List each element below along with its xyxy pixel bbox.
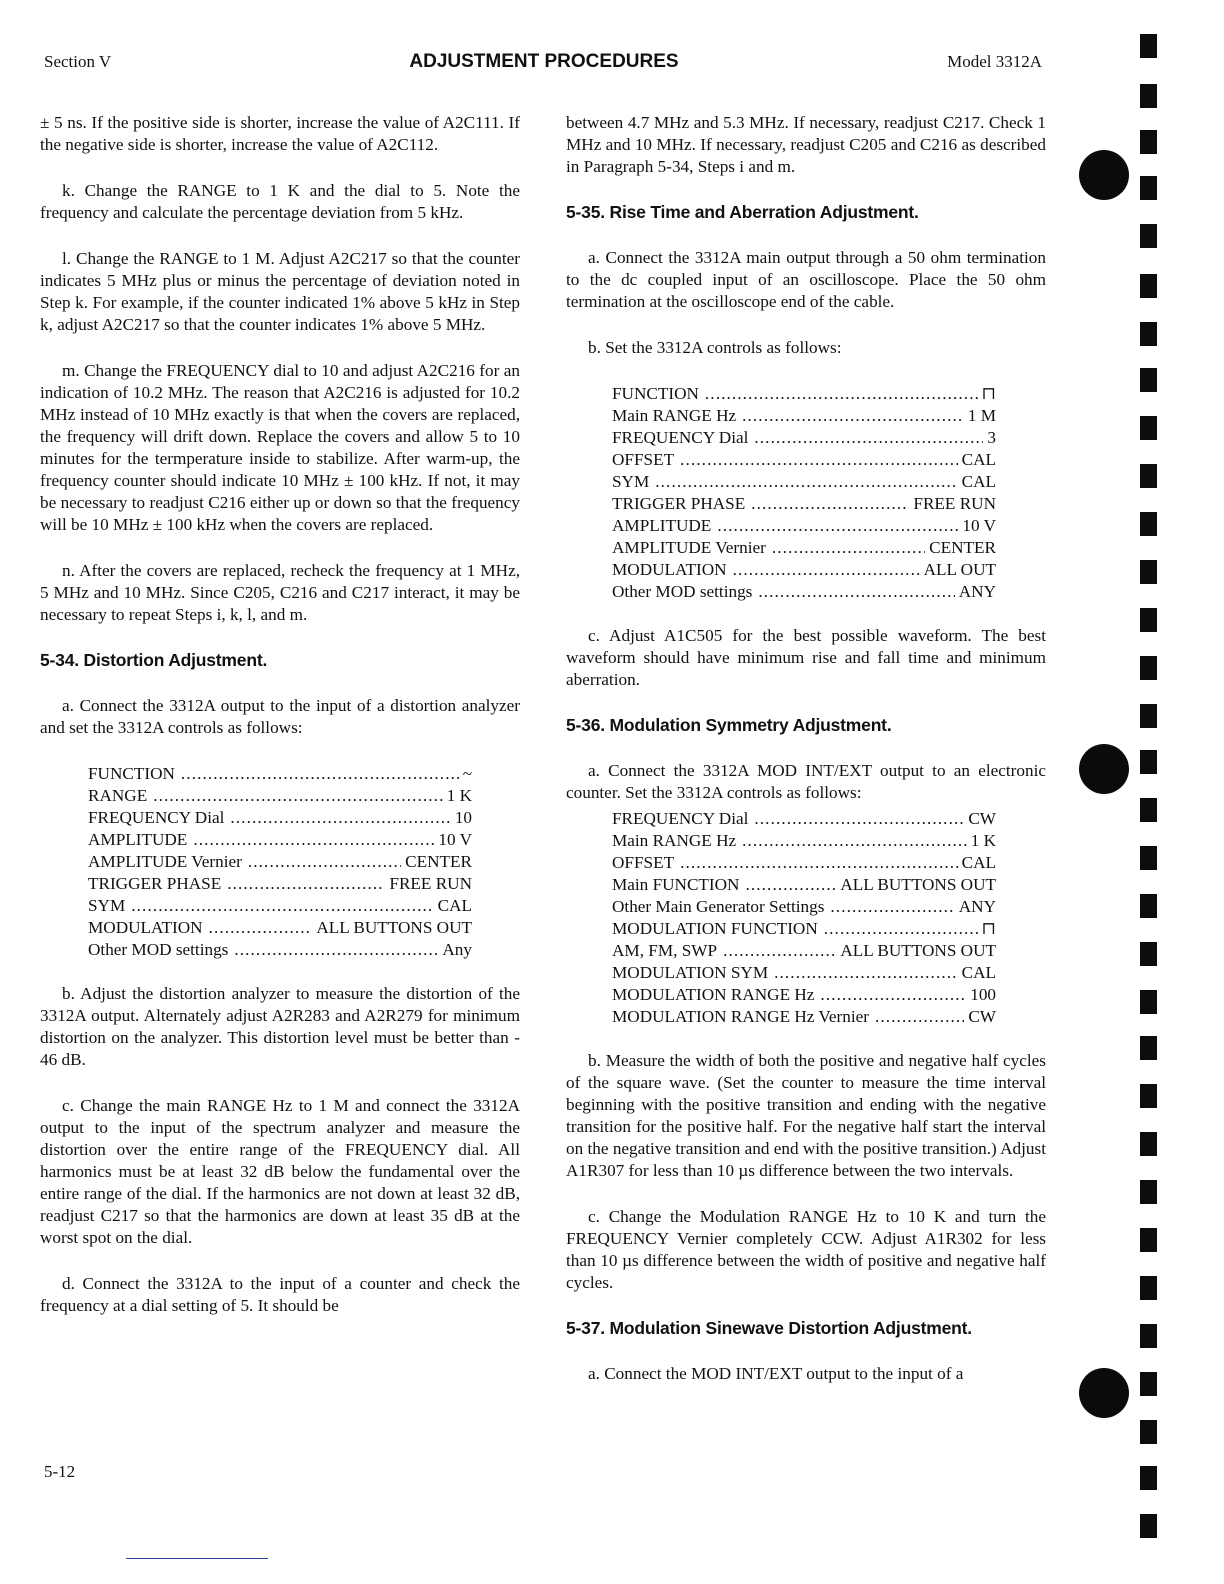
- binding-edge-marks: [1140, 0, 1160, 1584]
- bottom-rule: [126, 1558, 268, 1559]
- setting-label: AMPLITUDE: [88, 830, 188, 849]
- leader-dots: [752, 581, 954, 603]
- settings-row: [88, 939, 472, 961]
- settings-row: [612, 874, 996, 896]
- settings-row: [88, 873, 472, 895]
- setting-label: SYM: [612, 472, 650, 491]
- setting-value: FREE RUN: [913, 494, 996, 513]
- step-n: n. After the covers are replaced, recheck the frequency at 1 MHz, 5 MHz and 10 MHz. Since C205, C216 and C217 interact, it may be necessary to repeat Steps i, k, l, and m.: [40, 561, 520, 624]
- edge-mark: [1140, 464, 1157, 488]
- settings-row: [88, 785, 472, 807]
- leader-dots: [818, 918, 978, 940]
- settings-row: [612, 405, 996, 427]
- edge-mark: [1140, 750, 1157, 774]
- settings-row: [612, 559, 996, 581]
- step-l: l. Change the RANGE to 1 M. Adjust A2C217 so that the counter indicates 5 MHz plus or minus the percentage of deviation noted in Step k. For example, if the counter indicated 1% above 5 kHz in Step k, adjust A2C217 so that the counter indicates 1% above 5 MHz.: [40, 249, 520, 334]
- setting-label: Other MOD settings: [612, 582, 753, 601]
- edge-mark: [1140, 1180, 1157, 1204]
- setting-value: CAL: [961, 853, 996, 872]
- setting-label: FUNCTION: [612, 384, 699, 403]
- settings-row: [612, 962, 996, 984]
- setting-value: 1 K: [446, 786, 472, 805]
- leader-dots: [748, 427, 983, 449]
- settings-table-5-36: [612, 808, 996, 1028]
- edge-mark: [1140, 274, 1157, 298]
- edge-mark: [1140, 84, 1157, 108]
- edge-mark: [1140, 224, 1157, 248]
- settings-row: [88, 917, 472, 939]
- setting-label: SYM: [88, 896, 126, 915]
- edge-mark: [1140, 368, 1157, 392]
- edge-mark: [1140, 416, 1157, 440]
- left-column: [40, 112, 520, 1341]
- setting-value: FREE RUN: [389, 874, 472, 893]
- setting-value: 10 V: [438, 830, 472, 849]
- step-5-36-a: a. Connect the 3312A MOD INT/EXT output to an electronic counter. Set the 3312A controls as follows:: [566, 761, 1046, 802]
- setting-value: CAL: [961, 963, 996, 982]
- leader-dots: [221, 873, 385, 895]
- setting-value: CENTER: [929, 538, 996, 557]
- edge-mark: [1140, 704, 1157, 728]
- edge-mark: [1140, 1276, 1157, 1300]
- setting-label: AMPLITUDE Vernier: [88, 852, 242, 871]
- settings-row: [612, 537, 996, 559]
- setting-label: AM, FM, SWP: [612, 941, 718, 960]
- setting-value: 10 V: [962, 516, 996, 535]
- step-5-36-c: c. Change the Modulation RANGE Hz to 10 K and turn the FREQUENCY Vernier completely CCW. Adjust A1R302 for less than 10 µs difference between the width of positive and negative half cycles.: [566, 1207, 1046, 1292]
- settings-row: [612, 427, 996, 449]
- edge-mark: [1140, 1372, 1157, 1396]
- setting-label: FREQUENCY Dial: [612, 809, 749, 828]
- edge-mark: [1140, 894, 1157, 918]
- edge-mark: [1140, 560, 1157, 584]
- setting-label: TRIGGER PHASE: [88, 874, 222, 893]
- settings-row: [612, 984, 996, 1006]
- settings-table-5-34: [88, 763, 472, 961]
- edge-mark: [1140, 990, 1157, 1014]
- settings-row: [612, 1006, 996, 1028]
- leader-dots: [203, 917, 313, 939]
- settings-row: [612, 808, 996, 830]
- step-5-35-c: c. Adjust A1C505 for the best possible waveform. The best waveform should have minimum rise and fall time and minimum aberration.: [566, 626, 1046, 689]
- setting-label: TRIGGER PHASE: [612, 494, 746, 513]
- setting-value: ALL BUTTONS OUT: [840, 875, 996, 894]
- setting-value: ANY: [958, 897, 996, 916]
- setting-value: ~: [462, 764, 472, 783]
- leader-dots: [674, 852, 958, 874]
- edge-mark: [1140, 34, 1157, 58]
- heading-5-34: 5-34. Distortion Adjustment.: [40, 650, 268, 670]
- step-5-34-c: c. Change the main RANGE Hz to 1 M and connect the 3312A output to the input of the spectrum analyzer and measure the distortion over the entire range of the FREQUENCY dial. All harmonics must be at least 32 dB below the fundamental over the entire range of the dial. If the harmonics are not down at least 32 dB, readjust C217 so that the harmonics are down at least 35 dB at the worst spot on the dial.: [40, 1096, 520, 1247]
- settings-row: [612, 852, 996, 874]
- setting-value: CAL: [437, 896, 472, 915]
- right-column: [566, 112, 1046, 1409]
- step-k: k. Change the RANGE to 1 K and the dial to 5. Note the frequency and calculate the percentage deviation from 5 kHz.: [40, 181, 520, 222]
- setting-value: ALL BUTTONS OUT: [316, 918, 472, 937]
- setting-value: ANY: [958, 582, 996, 601]
- edge-mark: [1140, 1132, 1157, 1156]
- leader-dots: [649, 471, 957, 493]
- punch-hole: [1079, 1368, 1129, 1418]
- settings-row: [88, 763, 472, 785]
- setting-label: MODULATION RANGE Hz Vernier: [612, 1007, 869, 1026]
- settings-row: [612, 940, 996, 962]
- leader-dots: [711, 515, 958, 537]
- punch-hole: [1079, 744, 1129, 794]
- setting-label: FREQUENCY Dial: [88, 808, 225, 827]
- edge-mark: [1140, 176, 1157, 200]
- setting-value: ⊓: [981, 919, 996, 938]
- step-5-34-d: d. Connect the 3312A to the input of a counter and check the frequency at a dial setting of 5. It should be: [40, 1274, 520, 1315]
- settings-row: [612, 896, 996, 918]
- setting-label: Main RANGE Hz: [612, 406, 737, 425]
- leader-dots: [727, 559, 920, 581]
- setting-label: Main RANGE Hz: [612, 831, 737, 850]
- settings-row: [612, 918, 996, 940]
- setting-value: Any: [442, 940, 472, 959]
- setting-label: MODULATION RANGE Hz: [612, 985, 815, 1004]
- settings-row: [88, 895, 472, 917]
- settings-row: [612, 830, 996, 852]
- leader-dots: [736, 405, 964, 427]
- setting-label: MODULATION: [88, 918, 203, 937]
- edge-mark: [1140, 1324, 1157, 1348]
- setting-value: CENTER: [405, 852, 472, 871]
- setting-label: MODULATION: [612, 560, 727, 579]
- setting-value: CW: [968, 1007, 996, 1026]
- setting-value: ALL OUT: [923, 560, 996, 579]
- setting-value: 1 M: [967, 406, 996, 425]
- leader-dots: [745, 493, 909, 515]
- setting-label: FREQUENCY Dial: [612, 428, 749, 447]
- setting-value: 100: [970, 985, 996, 1004]
- setting-label: Other MOD settings: [88, 940, 229, 959]
- step-5-35-a: a. Connect the 3312A main output through a 50 ohm termination to the dc coupled input of an oscilloscope. Place the 50 ohm termination at the oscilloscope end of the cable.: [566, 248, 1046, 311]
- edge-mark: [1140, 942, 1157, 966]
- leader-dots: [869, 1006, 964, 1028]
- leader-dots: [242, 851, 401, 873]
- leader-dots: [699, 383, 978, 405]
- setting-label: Main FUNCTION: [612, 875, 740, 894]
- setting-label: Other Main Generator Settings: [612, 897, 825, 916]
- edge-mark: [1140, 798, 1157, 822]
- setting-label: OFFSET: [612, 450, 675, 469]
- leader-dots: [766, 537, 925, 559]
- heading-5-37: 5-37. Modulation Sinewave Distortion Adjustment.: [566, 1318, 972, 1338]
- leader-dots: [736, 830, 967, 852]
- step-5-36-b: b. Measure the width of both the positive and negative half cycles of the square wave. (Set the counter to measure the time interval beginning with the positive transition and ending with the negative transition for the positive half. For the negative half start the interval on the negative transition and end with the positive transition.) Adjust A1R307 for less than 10 µs difference between the two intervals.: [566, 1051, 1046, 1180]
- setting-value: CW: [968, 809, 996, 828]
- model-label: Model 3312A: [947, 52, 1042, 71]
- setting-label: AMPLITUDE: [612, 516, 712, 535]
- paragraph-continued: ± 5 ns. If the positive side is shorter, increase the value of A2C111. If the negative side is shorter, increase the value of A2C112.: [40, 113, 520, 154]
- leader-dots: [147, 785, 442, 807]
- leader-dots: [175, 763, 459, 785]
- leader-dots: [674, 449, 958, 471]
- edge-mark: [1140, 1420, 1157, 1444]
- edge-mark: [1140, 130, 1157, 154]
- heading-5-36: 5-36. Modulation Symmetry Adjustment.: [566, 715, 892, 735]
- leader-dots: [739, 874, 836, 896]
- edge-mark: [1140, 1228, 1157, 1252]
- setting-value: ALL BUTTONS OUT: [840, 941, 996, 960]
- settings-row: [612, 471, 996, 493]
- edge-mark: [1140, 1036, 1157, 1060]
- setting-label: FUNCTION: [88, 764, 175, 783]
- paragraph-continued-right: between 4.7 MHz and 5.3 MHz. If necessary, readjust C217. Check 1 MHz and 10 MHz. If necessary, readjust C205 and C216 as described in Paragraph 5-34, Steps i and m.: [566, 113, 1046, 176]
- setting-label: MODULATION SYM: [612, 963, 769, 982]
- setting-label: RANGE: [88, 786, 148, 805]
- step-5-37-a: a. Connect the MOD INT/EXT output to the input of a: [588, 1364, 964, 1383]
- leader-dots: [224, 807, 450, 829]
- setting-label: MODULATION FUNCTION: [612, 919, 818, 938]
- leader-dots: [748, 808, 964, 830]
- settings-row: [612, 383, 996, 405]
- settings-row: [612, 493, 996, 515]
- settings-row: [88, 807, 472, 829]
- leader-dots: [824, 896, 954, 918]
- section-label: Section V: [44, 52, 112, 71]
- setting-value: 1 K: [970, 831, 996, 850]
- edge-mark: [1140, 512, 1157, 536]
- setting-value: 10: [454, 808, 472, 827]
- setting-value: 3: [987, 428, 996, 447]
- page-title: ADJUSTMENT PROCEDURES: [409, 51, 679, 72]
- edge-mark: [1140, 608, 1157, 632]
- step-5-35-b: b. Set the 3312A controls as follows:: [588, 338, 842, 357]
- edge-mark: [1140, 656, 1157, 680]
- settings-row: [88, 851, 472, 873]
- step-5-34-a: a. Connect the 3312A output to the input of a distortion analyzer and set the 3312A controls as follows:: [40, 696, 520, 737]
- leader-dots: [768, 962, 958, 984]
- heading-5-35: 5-35. Rise Time and Aberration Adjustment.: [566, 202, 919, 222]
- settings-row: [612, 581, 996, 603]
- leader-dots: [228, 939, 438, 961]
- setting-label: OFFSET: [612, 853, 675, 872]
- settings-row: [88, 829, 472, 851]
- settings-row: [612, 449, 996, 471]
- leader-dots: [125, 895, 433, 917]
- setting-value: ⊓: [981, 384, 996, 403]
- setting-label: AMPLITUDE Vernier: [612, 538, 766, 557]
- step-m: m. Change the FREQUENCY dial to 10 and adjust A2C216 for an indication of 10.2 MHz. The reason that A2C216 is adjusted for 10.2 MHz instead of 10 MHz exactly is that when the covers are replaced, the frequency will drift down. Replace the covers and allow 5 to 10 minutes for the termperature inside to stabilize. After warm-up, the frequency counter should indicate 10 MHz ± 100 kHz. If not, it may be necessary to readjust C216 either up or down so that the frequency will be 10 MHz ± 100 kHz when the covers are replaced.: [40, 361, 520, 534]
- setting-value: CAL: [961, 472, 996, 491]
- settings-table-5-35: [612, 383, 996, 603]
- leader-dots: [814, 984, 966, 1006]
- leader-dots: [717, 940, 836, 962]
- leader-dots: [187, 829, 434, 851]
- edge-mark: [1140, 1084, 1157, 1108]
- edge-mark: [1140, 846, 1157, 870]
- edge-mark: [1140, 1514, 1157, 1538]
- settings-row: [612, 515, 996, 537]
- edge-mark: [1140, 322, 1157, 346]
- punch-hole: [1079, 150, 1129, 200]
- edge-mark: [1140, 1466, 1157, 1490]
- step-5-34-b: b. Adjust the distortion analyzer to measure the distortion of the 3312A output. Alternately adjust A2R283 and A2R279 for minimum distortion on the analyzer. This distortion level must be better than - 46 dB.: [40, 984, 520, 1069]
- setting-value: CAL: [961, 450, 996, 469]
- page-number: 5-12: [44, 1462, 76, 1481]
